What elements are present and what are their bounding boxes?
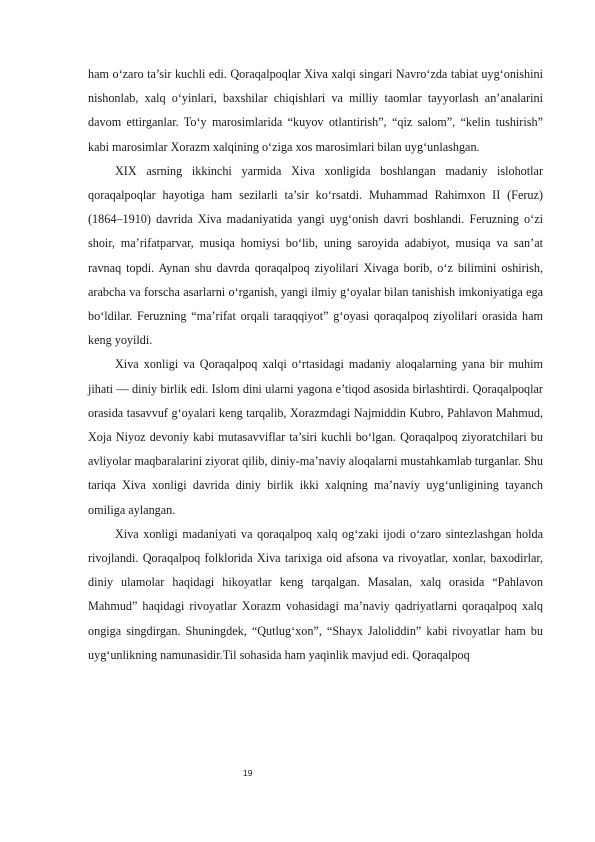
document-body <box>88 62 543 667</box>
paragraph-religious-unity: Xiva xonligi va Qoraqalpoq xalqi o‘rtasidagi madaniy aloqalarning yana bir muhim jihati — diniy birlik edi. Islom dini ularni yagona e’tiqod asosida birlashtirdi. Qoraqalpoqlar orasida tasavvuf g‘oyalari keng tarqalib, Xorazmdagi Najmiddin Kubro, Pahlavon Mahmud, Xoja Niyoz devoniy kabi mutasavviflar ta’siri kuchli bo‘lgan. Qoraqalpoq ziyoratchilari bu avliyolar maqbaralarini ziyorat qilib, diniy-ma’naviy aloqalarni mustahkamlab turganlar. Shu tariqa Xiva xonligi davrida diniy birlik ikki xalqning ma’naviy uyg‘unligining tayanch omiliga aylangan. <box>88 357 543 517</box>
paragraph-continuation: ham o‘zaro ta’sir kuchli edi. Qoraqalpoqlar Xiva xalqi singari Navro‘zda tabiat uyg‘onishini nishonlab, xalq o‘yinlari, baxshilar chiqishlari va milliy taomlar tayyorlash an’analarini davom ettirganlar. To‘y marosimlarida “kuyov otlantirish”, “qiz salom”, “kelin tushirish” kabi marosimlar Xorazm xalqining o‘ziga xos marosimlari bilan uyg‘unlashgan. <box>88 67 543 154</box>
paragraph-folklore-synthesis: Xiva xonligi madaniyati va qoraqalpoq xalq og‘zaki ijodi o‘zaro sintezlashgan holda rivojlandi. Qoraqalpoq folklorida Xiva tarixiga oid afsona va rivoyatlar, xonlar, baxodirlar, diniy ulamolar haqidagi hikoyatlar keng tarqalgan. Masalan, xalq orasida “Pahlavon Mahmud” haqidagi rivoyatlar Xorazm vohasidagi ma’naviy qadriyatlarni qoraqalpoq xalq ongiga singdirgan. Shuningdek, “Qutlug‘xon”, “Shayx Jaloliddin” kabi rivoyatlar ham bu uyg‘unlikning namunasidir.Til sohasida ham yaqinlik mavjud edi. Qoraqalpoq <box>88 526 543 662</box>
paragraph-cultural-reforms: XIX asrning ikkinchi yarmida Xiva xonligida boshlangan madaniy islohotlar qoraqalpoqlar hayotiga ham sezilarli ta’sir ko‘rsatdi. Muhammad Rahimxon II (Feruz) (1864–1910) davrida Xiva madaniyatida yangi uyg‘onish davri boshlandi. Feruzning o‘zi shoir, ma’rifatparvar, musiqa homiysi bo‘lib, uning saroyida adabiyot, musiqa va san’at ravnaq topdi. Aynan shu davrda qoraqalpoq ziyolilari Xivaga borib, o‘z bilimini oshirish, arabcha va forscha asarlarni o‘rganish, yangi ilmiy g‘oyalar bilan tanishish imkoniyatiga ega bo‘ldilar. Feruzning “ma’rifat orqali taraqqiyot” g‘oyasi qoraqalpoq ziyolilari orasida ham keng yoyildi. <box>88 163 543 348</box>
page-number: 19 <box>243 768 253 778</box>
